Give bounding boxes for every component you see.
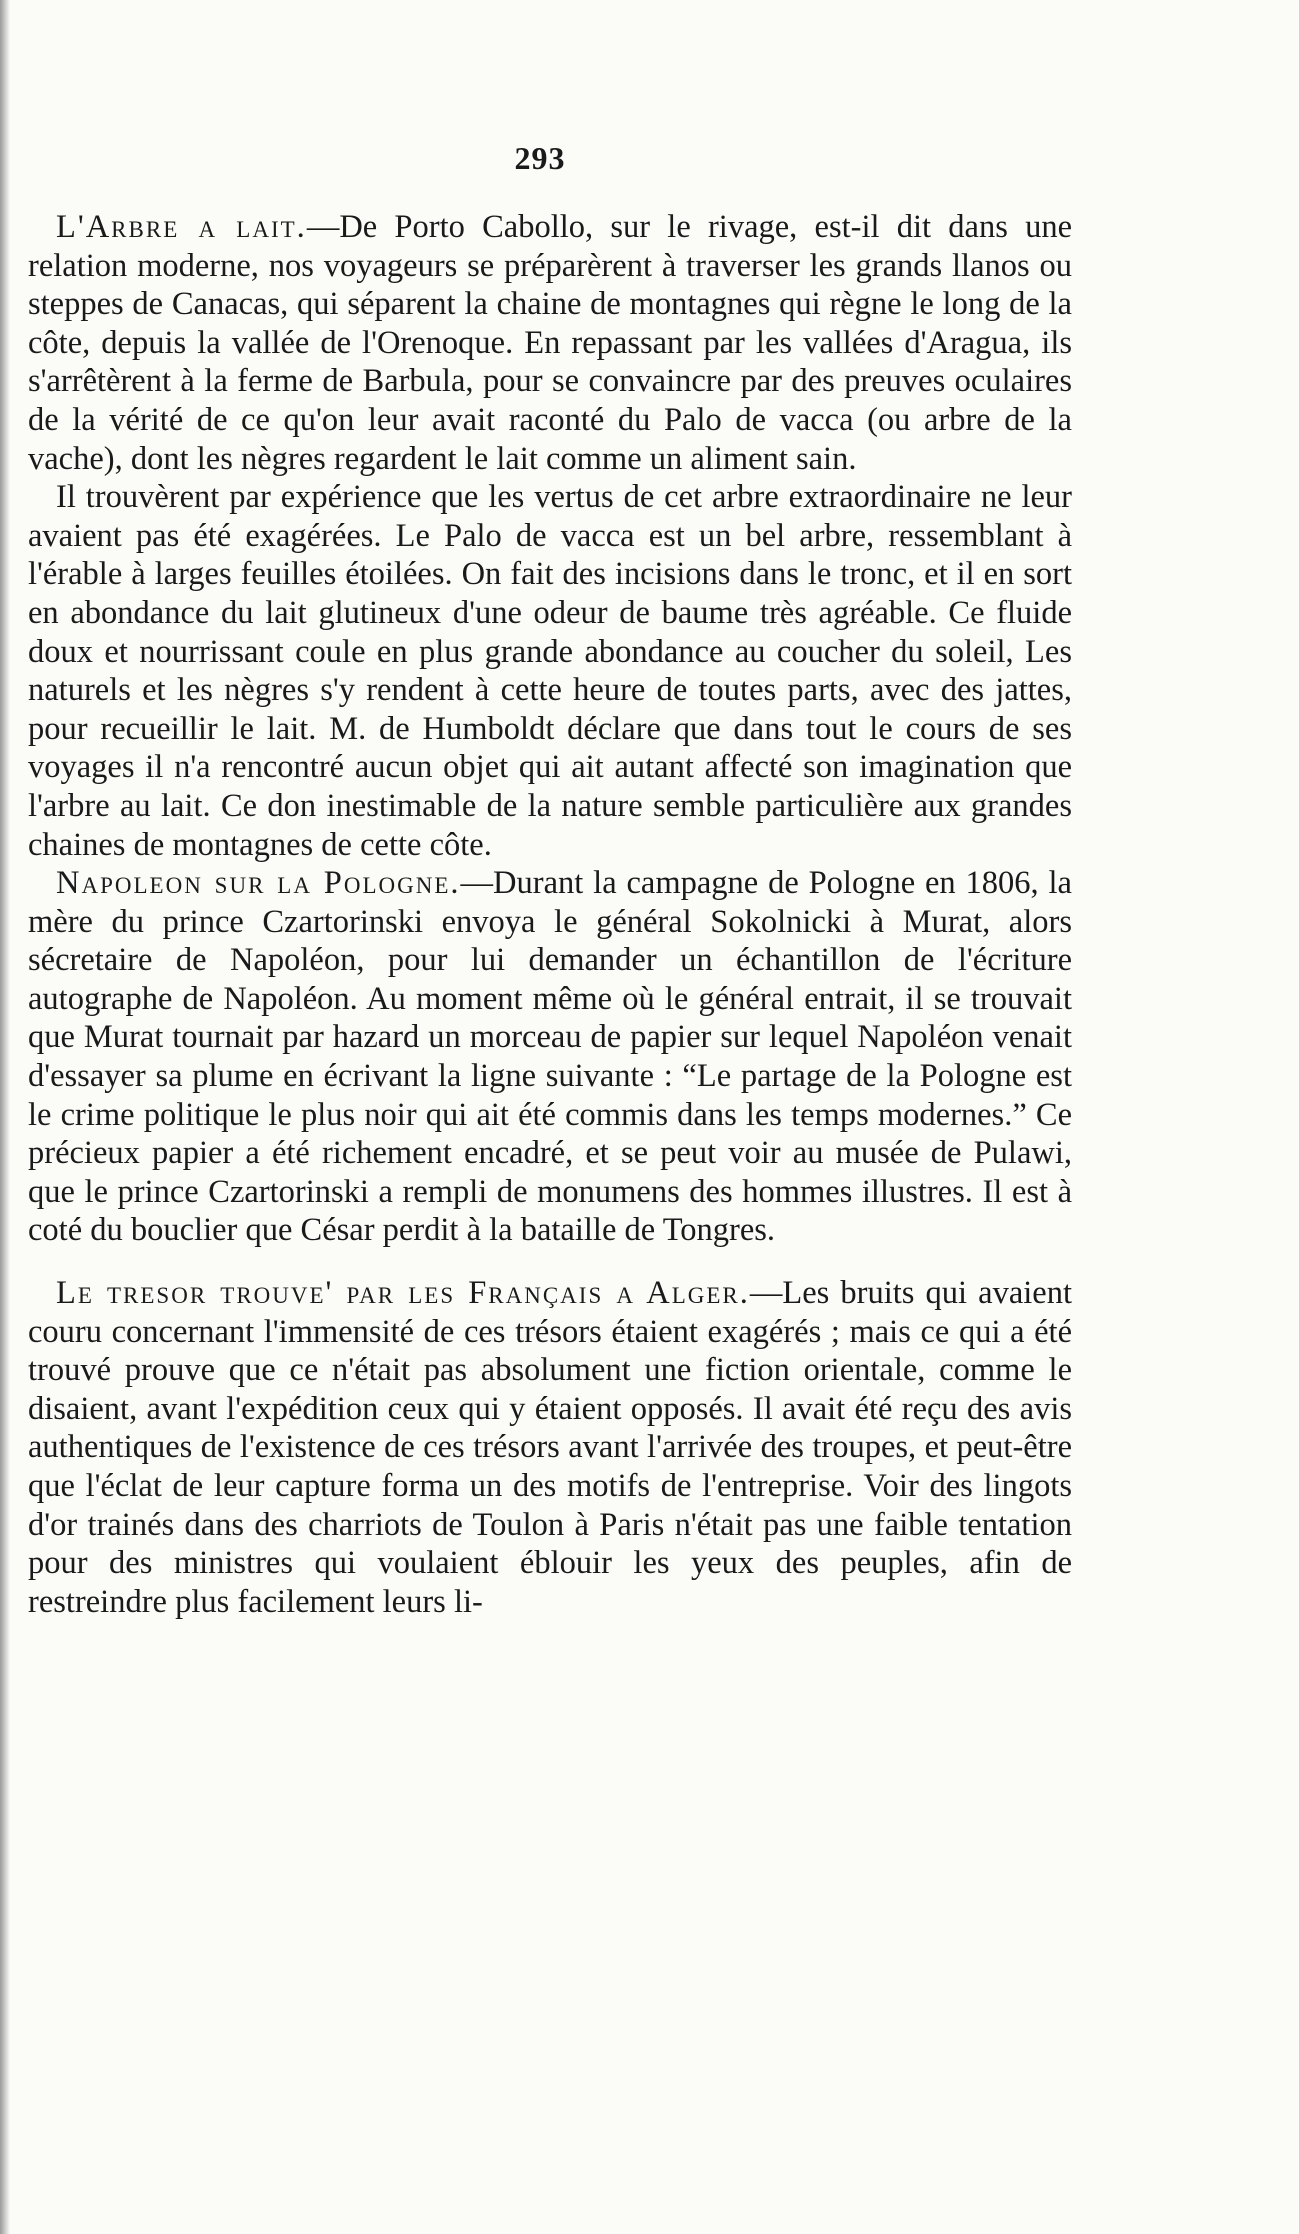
section-title-tresor: Le tresor trouve' par les Français a Alger. xyxy=(56,1275,750,1312)
section-napoleon-text: —Durant la campagne de Pologne en 1806, la mère du prince Czartorinski envoya le général Sokolnicki à Murat, alors sécretaire de Napoléon, pour lui demander un échantillon de l'écriture autographe de Napoléon. Au moment même où le général entrait, il se trouvait que Murat tournait par hazard un morceau de papier sur lequel Napoléon venait d'essayer sa plume en écrivant la ligne suivante : “Le partage de la Pologne est le crime politique le plus noir qui ait été commis dans les temps modernes.” Ce précieux papier a été richement encadré, et se peut voir au musée de Pulawi, que le prince Czartorinski a rempli de monumens des hommes illustres. Il est à coté du bouclier que César perdit à la bataille de Tongres. xyxy=(28,865,1072,1249)
section-napoleon-paragraph xyxy=(28,864,1072,1250)
section-title-napoleon: Napoleon sur la Pologne. xyxy=(56,865,461,902)
page-number: 293 xyxy=(514,140,566,176)
page-edge-shadow xyxy=(0,0,10,2234)
section-arbre-text-1: —De Porto Cabollo, sur le rivage, est-il dit dans une relation moderne, nos voyageurs se préparèrent à traverser les grands llanos ou steppes de Canacas, qui séparent la chaine de montagnes qui règne le long de la côte, depuis la vallée de l'Orenoque. En repassant par les vallées d'Aragua, ils s'arrêtèrent à la ferme de Barbula, pour se convaincre par des preuves oculaires de la vérité de ce qu'on leur avait raconté du Palo de vacca (ou arbre de la vache), dont les nègres regardent le lait comme un aliment sain. xyxy=(28,209,1072,477)
section-tresor-text: —Les bruits qui avaient couru concernant l'immensité de ces trésors étaient exagérés ; mais ce qui a été trouvé prouve que ce n'était pas absolument une fiction orientale, comme le disaient, avant l'expédition ceux qui y étaient opposés. Il avait été reçu des avis authentiques de l'existence de ces trésors avant l'arrivée des troupes, et peut-être que l'éclat de leur capture forma un des motifs de l'entreprise. Voir des lingots d'or trainés dans des charriots de Toulon à Paris n'était pas une faible tentation pour des ministres qui voulaient éblouir les yeux des peuples, afin de restreindre plus facilement leurs li- xyxy=(28,1275,1072,1620)
section-title-arbre: L'Arbre a lait. xyxy=(56,209,307,245)
page-text xyxy=(28,208,1072,1621)
section-tresor-paragraph xyxy=(28,1274,1072,1621)
section-arbre-text-2: Il trouvèrent par expérience que les vertus de cet arbre extraordinaire ne leur avaient pas été exagérées. Le Palo de vacca est un bel arbre, ressemblant à l'érable à larges feuilles étoilées. On fait des incisions dans le tronc, et il en sort en abondance du lait glutineux d'une odeur de baume très agréable. Ce fluide doux et nourrissant coule en plus grande abondance au coucher du soleil, Les naturels et les nègres s'y rendent à cette heure de toutes parts, avec des jattes, pour recueillir le lait. M. de Humboldt déclare que dans tout le cours de ses voyages il n'a rencontré aucun objet qui ait autant affecté son imagination que l'arbre au lait. Ce don inestimable de la nature semble particulière aux grandes chaines de montagnes de cette côte. xyxy=(28,479,1072,863)
section-arbre-paragraph-2 xyxy=(28,478,1072,864)
section-arbre-paragraph-1 xyxy=(28,208,1072,478)
